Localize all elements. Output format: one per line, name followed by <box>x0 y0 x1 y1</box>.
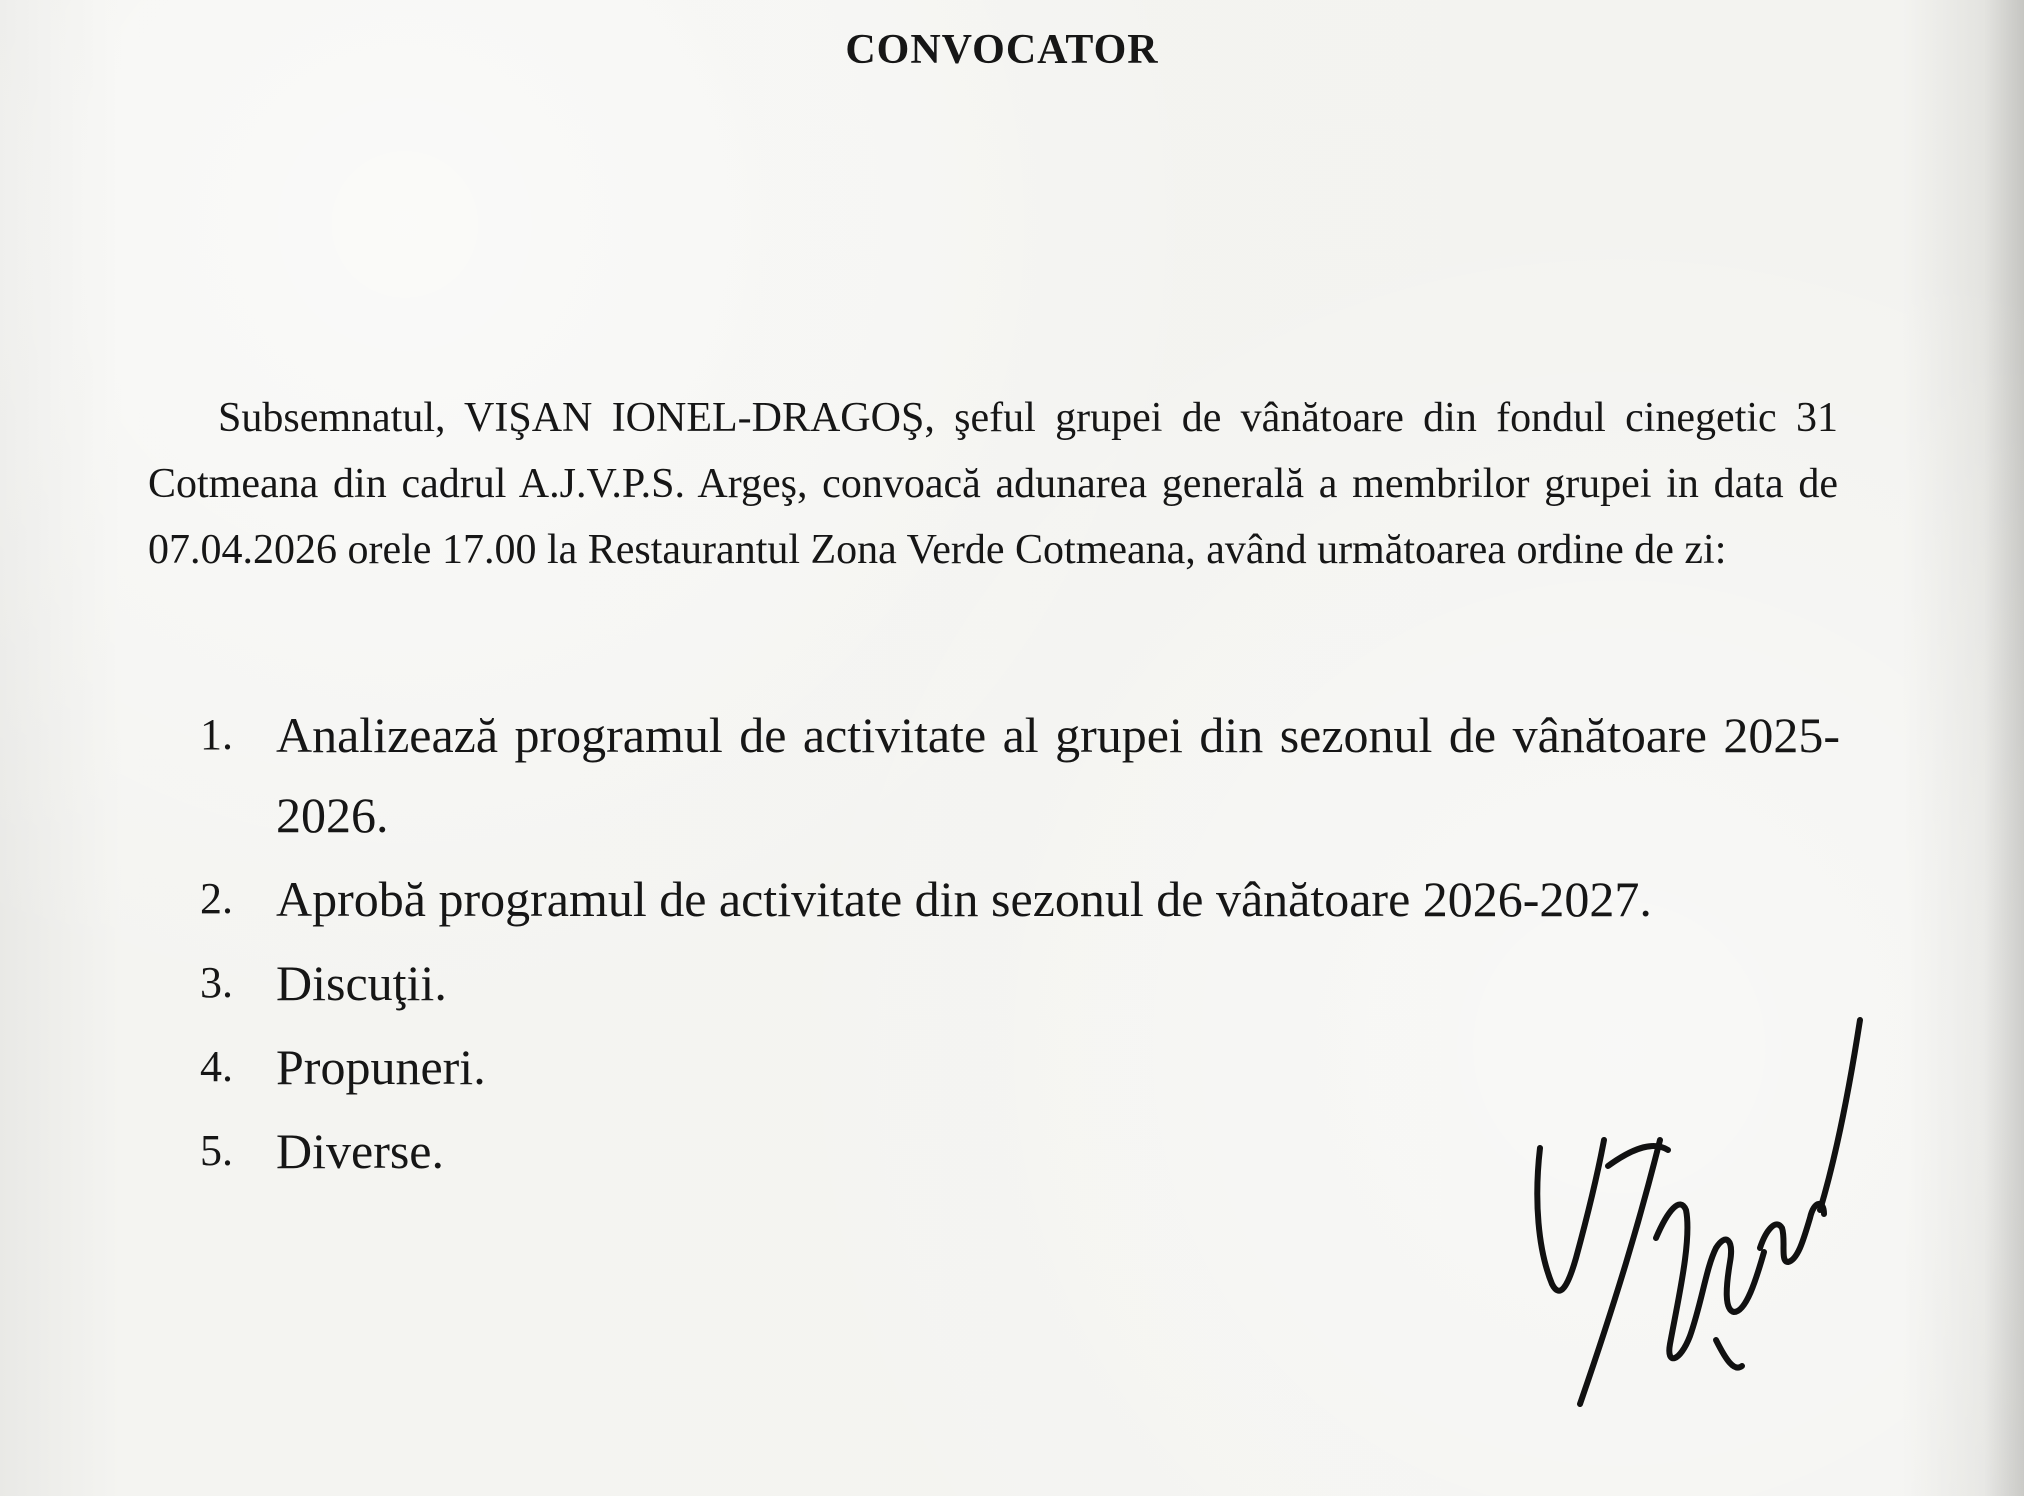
agenda-item <box>200 859 1840 939</box>
agenda-item-number: 2. <box>200 874 233 923</box>
agenda-item-number: 3. <box>200 958 233 1007</box>
agenda-item-text: Diverse. <box>276 1123 444 1179</box>
page-edge-shadow <box>1984 0 2024 1496</box>
agenda-item-text: Analizează programul de activitate al grupei din sezonul de vânătoare 2025-2026. <box>276 707 1840 843</box>
agenda-item-number: 5. <box>200 1126 233 1175</box>
agenda-item-text: Discuţii. <box>276 955 447 1011</box>
document-title: CONVOCATOR <box>845 27 1159 73</box>
agenda-item-text: Aprobă programul de activitate din sezonul de vânătoare 2026-2027. <box>276 871 1652 927</box>
agenda-item-number: 4. <box>200 1042 233 1091</box>
agenda-item-text: Propuneri. <box>276 1039 486 1095</box>
handwritten-signature <box>1520 1000 1880 1440</box>
convocation-paragraph: Subsemnatul, VIŞAN IONEL-DRAGOŞ, şeful grupei de vânătoare din fondul cinegetic 31 Cotmeana din cadrul A.J.V.P.S. Argeş, convoacă adunarea generală a membrilor grupei in data de 07.04.2026 orele 17.00 la Restaurantul Zona Verde Cotmeana, având următoarea ordine de zi: <box>148 395 1838 573</box>
agenda-item-number: 1. <box>200 710 233 759</box>
agenda-item <box>200 695 1840 855</box>
